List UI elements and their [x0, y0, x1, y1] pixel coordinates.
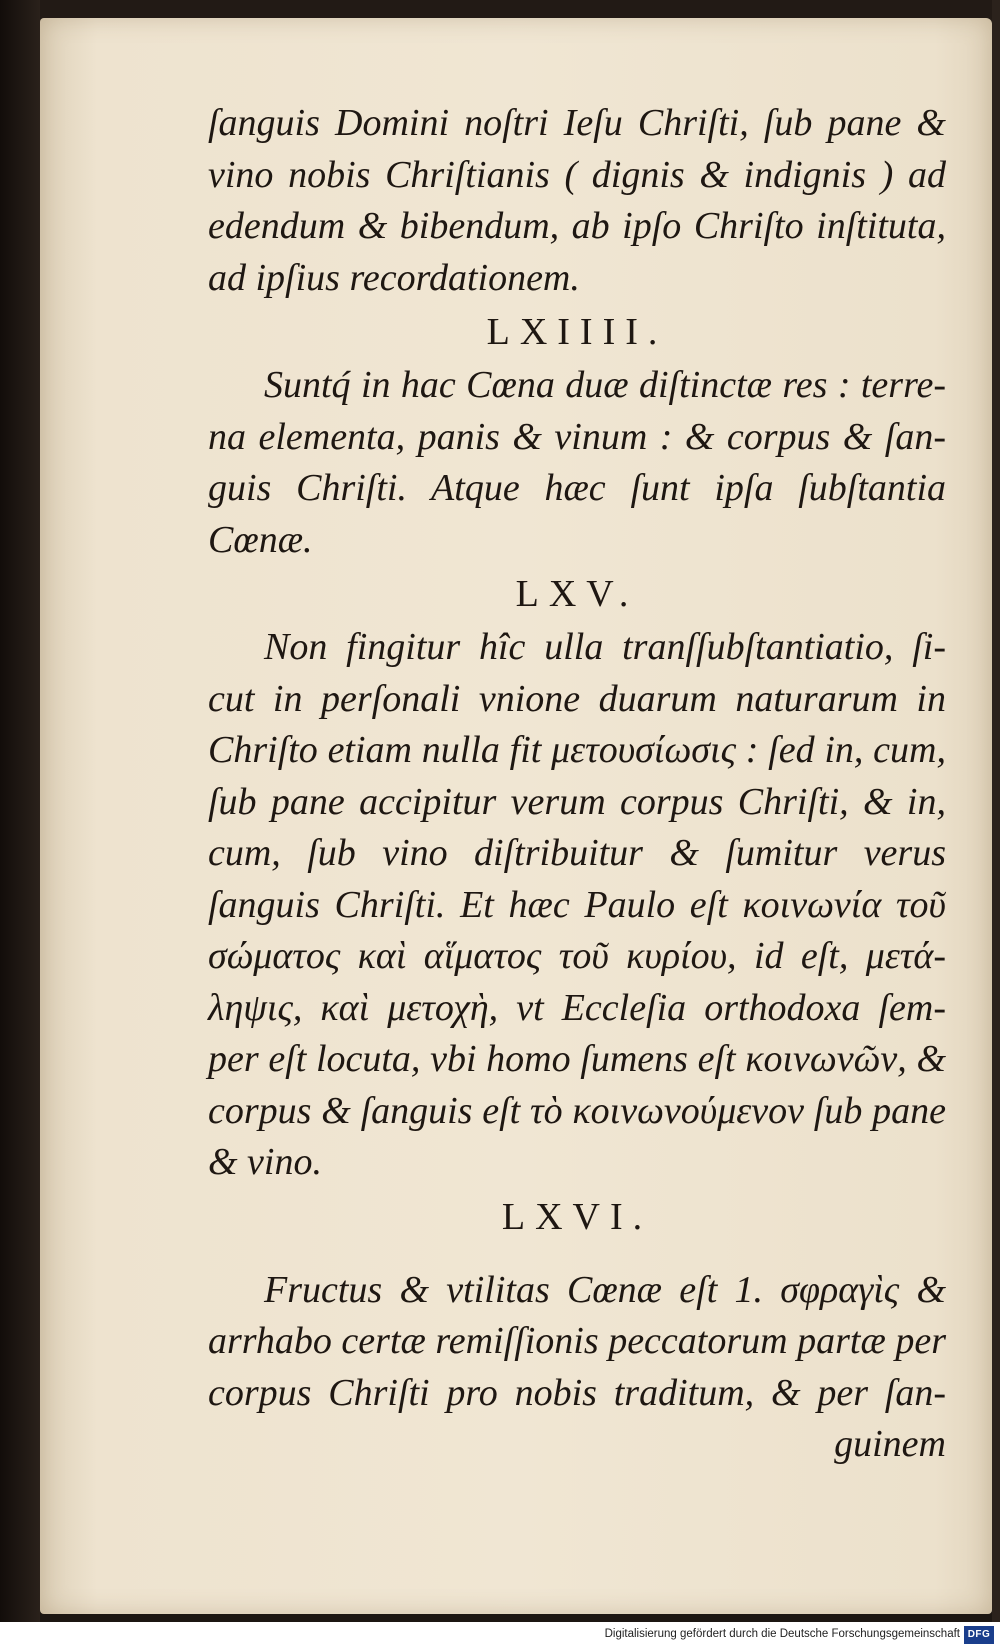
text-line: edendum & bibendum, ab ipſo Chriſto inſtituta,: [208, 205, 946, 247]
section-heading-lxv: LXV.: [515, 573, 639, 615]
scan-border-right: [992, 0, 1000, 1650]
text-line: vino nobis Chriſtianis ( dignis & indignis ) ad: [208, 153, 946, 196]
text-line: arrhabo certæ remiſſionis peccatorum partæ per: [208, 1320, 946, 1362]
dfg-logo: DFG: [964, 1626, 994, 1644]
funding-credit: Digitalisierung gefördert durch die Deutsche Forschungsgemeinschaft: [604, 1628, 960, 1640]
text-line: Fructus & vtilitas Cœnæ eſt 1. σφραγὶς &: [264, 1268, 946, 1311]
digitization-footer: [0, 1622, 1000, 1650]
text-line: ληψις, καὶ μετοχὴ, vt Eccleſia orthodoxa ſem-: [208, 986, 946, 1029]
text-line: per eſt locuta, vbi homo ſumens eſt κοινωνῶν, &: [208, 1038, 946, 1080]
text-line: ſub pane accipitur verum corpus Chriſti, & in,: [208, 780, 946, 823]
text-line: cut in perſonali vnione duarum naturarum in: [208, 677, 946, 720]
text-line: corpus & ſanguis eſt τὸ κοινωνούμενον ſub pane: [208, 1089, 946, 1132]
text-line: Suntq́ in hac Cœna duæ diſtinctæ res : terre-: [264, 364, 946, 406]
text-line: Chriſto etiam nulla fit μετουσίωσις : ſed in, cum,: [208, 729, 946, 771]
text-line: Non fingitur hîc ulla tranſſubſtantiatio, ſi-: [264, 626, 946, 668]
text-line: Cœnæ.: [208, 518, 313, 561]
text-line: na elementa, panis & vinum : & corpus & ſan-: [208, 415, 946, 458]
page-text: [208, 98, 946, 1471]
text-line: cum, ſub vino diſtribuitur & ſumitur verus: [208, 832, 946, 874]
text-line: ſanguis Chriſti. Et hæc Paulo eſt κοινωνία τοῦ: [208, 883, 946, 926]
text-line: & vino.: [208, 1141, 322, 1183]
section-heading-lxiiii: LXIIII.: [486, 311, 668, 353]
text-line: σώματος καὶ αἵματος τοῦ κυρίου, id eſt, μετά-: [208, 935, 946, 977]
text-line: ad ipſius recordationem.: [208, 256, 580, 299]
text-line: ſanguis Domini noſtri Ieſu Chriſti, ſub pane &: [208, 102, 946, 144]
scan-border-left: [0, 0, 40, 1650]
text-line: guis Chriſti. Atque hæc ſunt ipſa ſubſtantia: [208, 467, 946, 509]
paragraph-gap: [208, 1245, 946, 1265]
text-line: corpus Chriſti pro nobis traditum, & per ſan-: [208, 1371, 946, 1414]
section-heading-lxvi: LXVI.: [501, 1195, 653, 1238]
catchword: guinem: [834, 1423, 946, 1465]
